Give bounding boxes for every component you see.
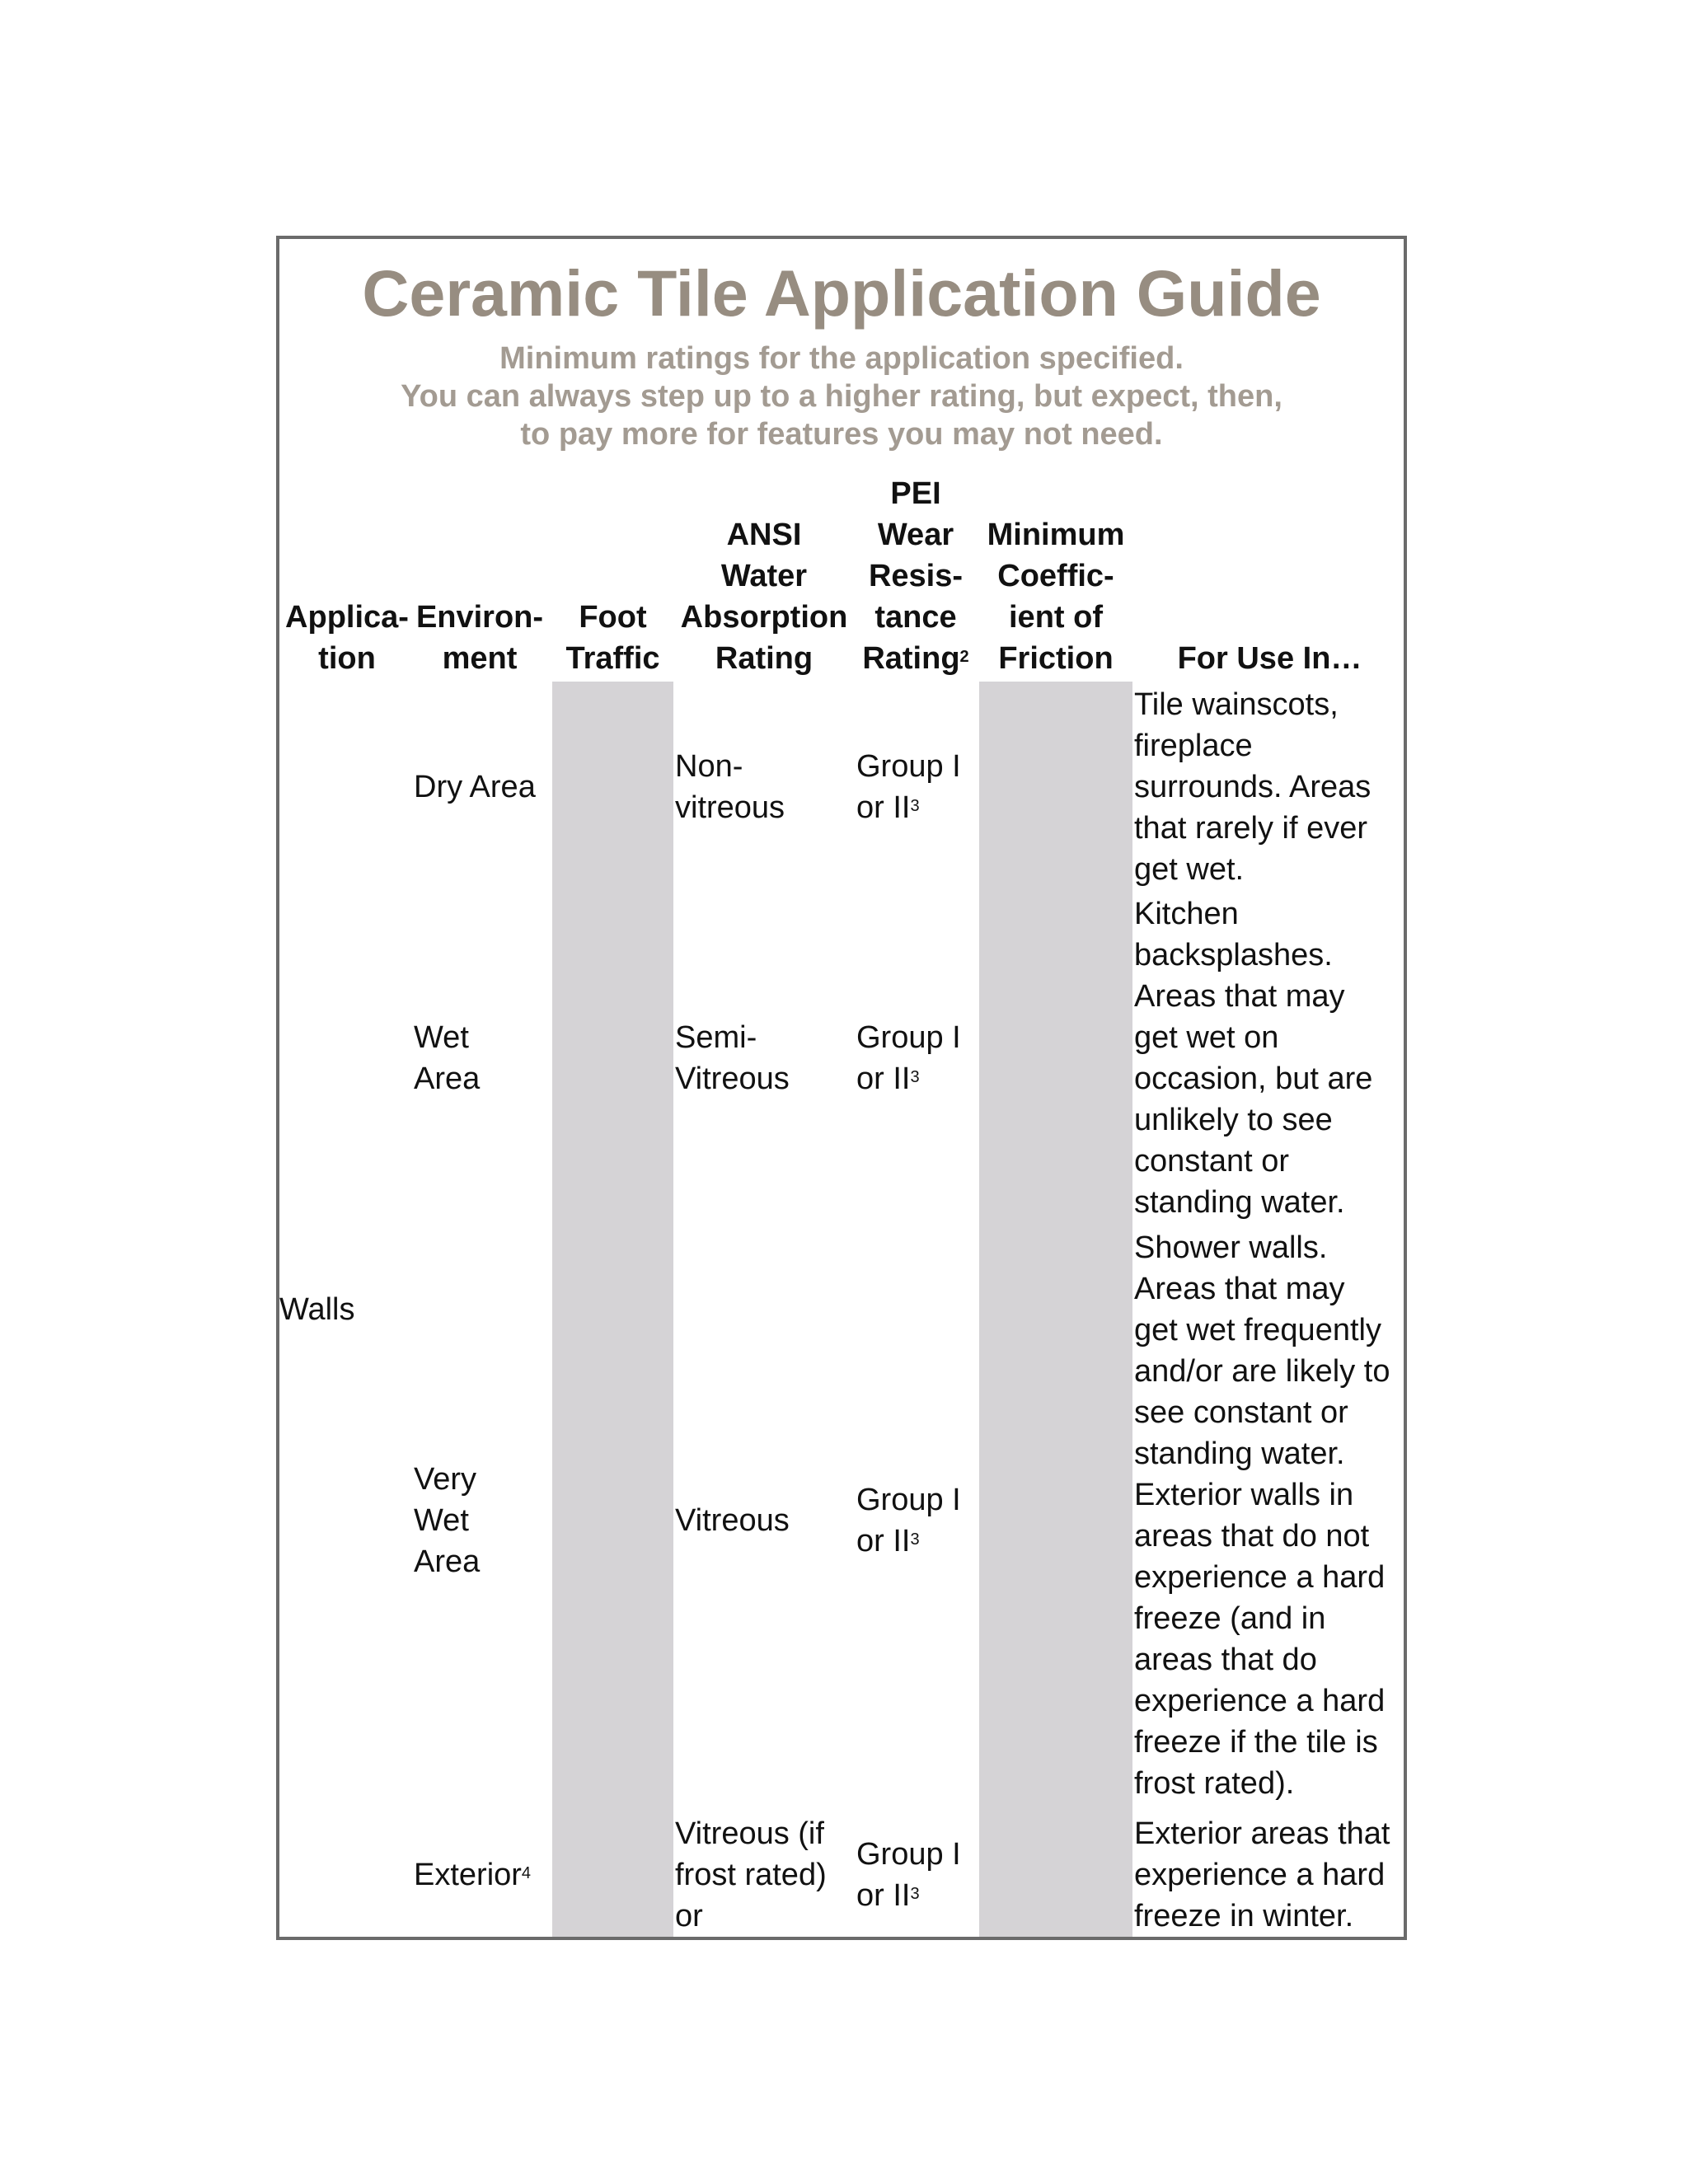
subtitle-line-2: You can always step up to a higher rating, but expect, then,	[401, 379, 1282, 414]
page-title: Ceramic Tile Application Guide	[362, 256, 1321, 330]
row-3-absorption: Vitreous	[675, 1503, 790, 1538]
tile-guide-table	[276, 236, 1407, 1940]
row-2-environment: Wet Area	[414, 1020, 481, 1096]
header-environment: Environ- ment	[415, 600, 544, 676]
row-4-absorption: Vitreous (if frost rated) or	[675, 1816, 827, 1933]
header-foot-traffic: Foot Traffic	[565, 600, 660, 676]
header-for-use-in: For Use In…	[1177, 641, 1362, 676]
friction-column-shade	[979, 682, 1132, 1937]
footnote-3: 3	[910, 797, 920, 815]
row-3-environment: Very Wet Area	[414, 1462, 481, 1579]
header-water-absorption: ANSI Water Absorption Rating	[680, 518, 848, 676]
header-pei-rating: PEI Wear Resis- tance Rating$^2$	[862, 476, 969, 676]
row-2-use: Kitchen backsplashes. Areas that may get wet on occasion, but are unlikely to see constant or standing water.	[1134, 897, 1373, 1220]
header-friction: Minimum Coeffic- ient of Friction	[987, 518, 1125, 676]
subtitle-line-1: Minimum ratings for the application specified.	[499, 341, 1184, 376]
footnote-4: 4	[521, 1864, 532, 1882]
footnote-3: 3	[910, 1068, 920, 1086]
row-1-pei: Group I or $II^3$	[856, 749, 961, 825]
row-4-pei: Group I or $II^3$	[856, 1837, 961, 1913]
application-walls: Walls	[279, 1292, 355, 1327]
footnote-3: 3	[910, 1885, 920, 1903]
footnote-2: 2	[959, 648, 969, 666]
row-1-absorption: Non- vitreous	[675, 749, 785, 825]
row-4-environment: Exterior$^4$	[414, 1858, 532, 1892]
row-3-pei: Group I or $II^3$	[856, 1483, 961, 1558]
row-4-use: Exterior areas that experience a hard freeze in winter.	[1134, 1816, 1390, 1933]
subtitle-line-3: to pay more for features you may not need.	[520, 417, 1163, 452]
row-3-use: Shower walls. Areas that may get wet frequently and/or are likely to see constant or standing water. Exterior walls in areas that do not experience a hard freeze (and in areas that do experience a hard freeze if the tile is frost rated).	[1134, 1230, 1390, 1801]
row-1-environment: Dry Area	[414, 770, 536, 804]
page-subtitle	[279, 340, 1404, 453]
foot-traffic-column-shade	[552, 682, 673, 1937]
row-2-pei: Group I or $II^3$	[856, 1020, 961, 1096]
row-1-use: Tile wainscots, fireplace surrounds. Areas that rarely if ever get wet.	[1134, 687, 1372, 887]
header-application: Applica- tion	[285, 600, 409, 676]
row-2-absorption: Semi- Vitreous	[675, 1020, 790, 1096]
footnote-3: 3	[910, 1530, 920, 1549]
